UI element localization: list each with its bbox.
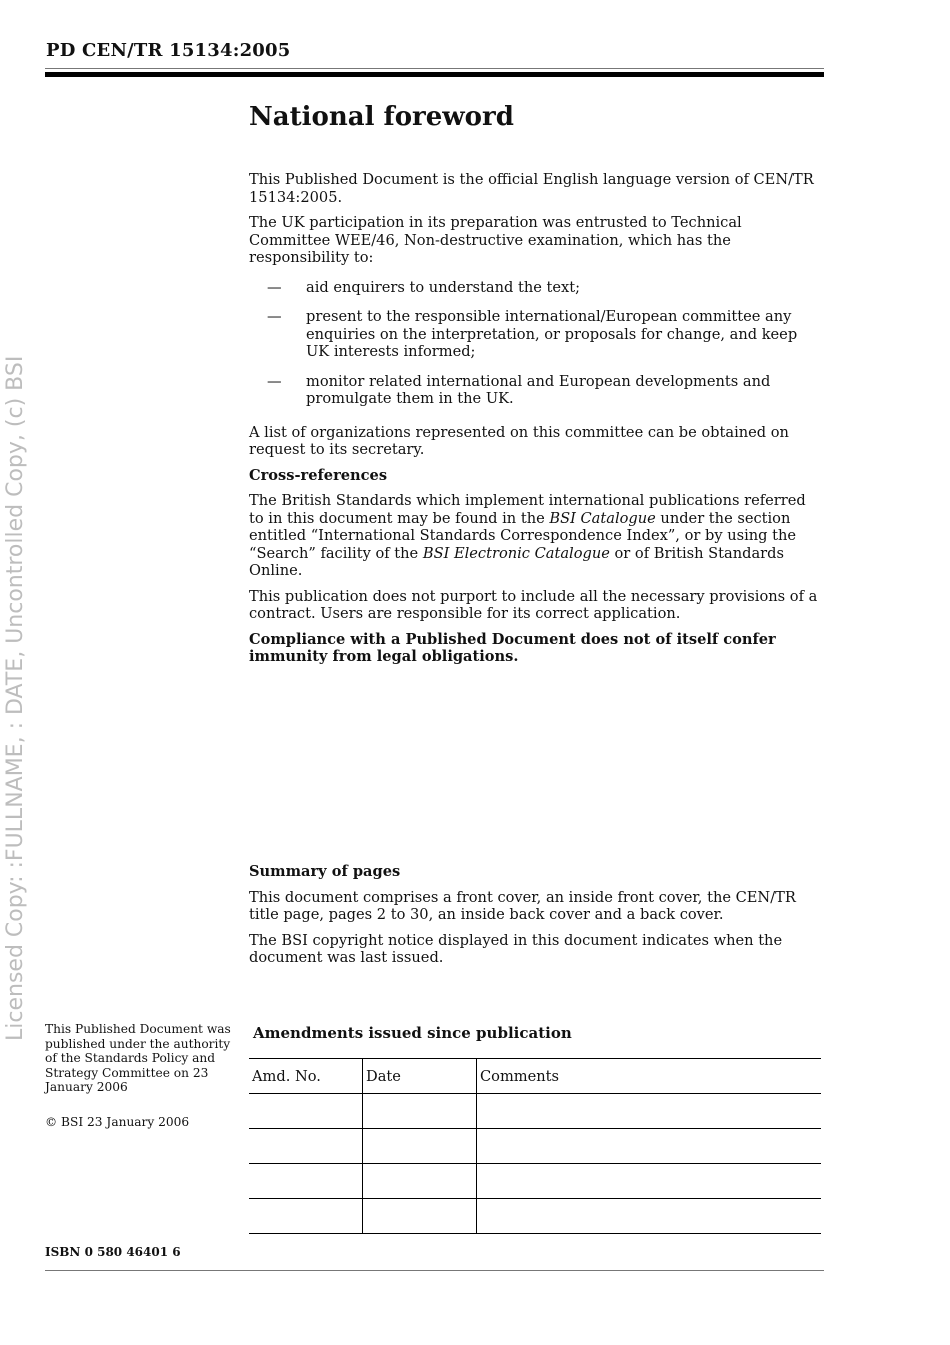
foreword-paragraph-2: The UK participation in its preparation was entrusted to Technical Committee WEE/46, Non-destructive examination, which has the responsibility to: xyxy=(249,214,742,266)
cross-references-paragraph: The British Standards which implement international publications referred to in this document may be found in the BSI Catalogue under the section entitled “International Standards Correspondence Index”, or by using the “Search” facility of the BSI Electronic Catalogue or of British Standards Online. xyxy=(249,492,806,579)
table-cell xyxy=(249,1094,363,1129)
table-row xyxy=(249,1199,821,1234)
authority-note: This Published Document was published under the authority of the Standards Policy and Strategy Committee on 23 January 2006 xyxy=(45,1022,231,1095)
license-watermark: Licensed Copy: :FULLNAME, : DATE, Uncontrolled Copy, (c) BSI xyxy=(3,355,28,1041)
table-cell xyxy=(363,1094,477,1129)
responsibility-list xyxy=(249,279,824,408)
table-cell xyxy=(249,1129,363,1164)
column-header-amd-no: Amd. No. xyxy=(249,1059,363,1094)
bsi-electronic-catalogue-title: BSI Electronic Catalogue xyxy=(422,544,610,562)
table-header-row xyxy=(249,1059,821,1094)
page-title: National foreword xyxy=(249,102,514,132)
committee-list-paragraph: A list of organizations represented on this committee can be obtained on request to its secretary. xyxy=(249,423,789,458)
table-cell xyxy=(363,1129,477,1164)
document-id: PD CEN/TR 15134:2005 xyxy=(46,40,291,61)
table-cell xyxy=(477,1164,822,1199)
header-rule-thick xyxy=(45,72,824,77)
summary-paragraph-2: The BSI copyright notice displayed in this document indicates when the document was last issued. xyxy=(249,931,783,966)
table-cell xyxy=(249,1164,363,1199)
cross-references-heading: Cross-references xyxy=(249,466,388,484)
amendments-table xyxy=(249,1058,821,1234)
table-cell xyxy=(477,1199,822,1234)
provisions-paragraph: This publication does not purport to include all the necessary provisions of a contract. Users are responsible for its correct application. xyxy=(249,587,818,622)
dash-marker: — xyxy=(267,308,282,325)
list-item: — present to the responsible international/European committee any enquiries on the interpretation, or proposals for change, and keep UK interests informed; xyxy=(267,308,798,360)
compliance-statement: Compliance with a Published Document does not of itself confer immunity from legal obligations. xyxy=(249,630,776,665)
table-row xyxy=(249,1094,821,1129)
table-cell xyxy=(477,1129,822,1164)
list-item: — monitor related international and European developments and promulgate them in the UK. xyxy=(267,372,771,407)
table-row xyxy=(249,1164,821,1199)
list-item: — aid enquirers to understand the text; xyxy=(267,278,581,296)
isbn-number: ISBN 0 580 46401 6 xyxy=(45,1245,181,1259)
dash-marker: — xyxy=(267,372,282,390)
amendments-title: Amendments issued since publication xyxy=(253,1024,572,1042)
summary-section xyxy=(249,863,824,975)
copyright-notice: © BSI 23 January 2006 xyxy=(45,1114,190,1129)
footer-rule xyxy=(45,1270,824,1271)
header-rule-thin xyxy=(45,68,824,69)
publication-sidebar xyxy=(45,1022,235,1150)
foreword-section xyxy=(249,101,824,674)
table-cell xyxy=(477,1094,822,1129)
column-header-date: Date xyxy=(363,1059,477,1094)
summary-heading: Summary of pages xyxy=(249,863,401,880)
table-cell xyxy=(363,1164,477,1199)
table-row xyxy=(249,1129,821,1164)
column-header-comments: Comments xyxy=(477,1059,822,1094)
bsi-catalogue-title: BSI Catalogue xyxy=(549,509,656,527)
dash-marker: — xyxy=(267,278,282,296)
summary-paragraph-1: This document comprises a front cover, an inside front cover, the CEN/TR title page, pages 2 to 30, an inside back cover and a back cover. xyxy=(249,888,796,923)
foreword-paragraph-1: This Published Document is the official English language version of CEN/TR 15134:2005. xyxy=(249,171,814,206)
table-cell xyxy=(363,1199,477,1234)
table-cell xyxy=(249,1199,363,1234)
